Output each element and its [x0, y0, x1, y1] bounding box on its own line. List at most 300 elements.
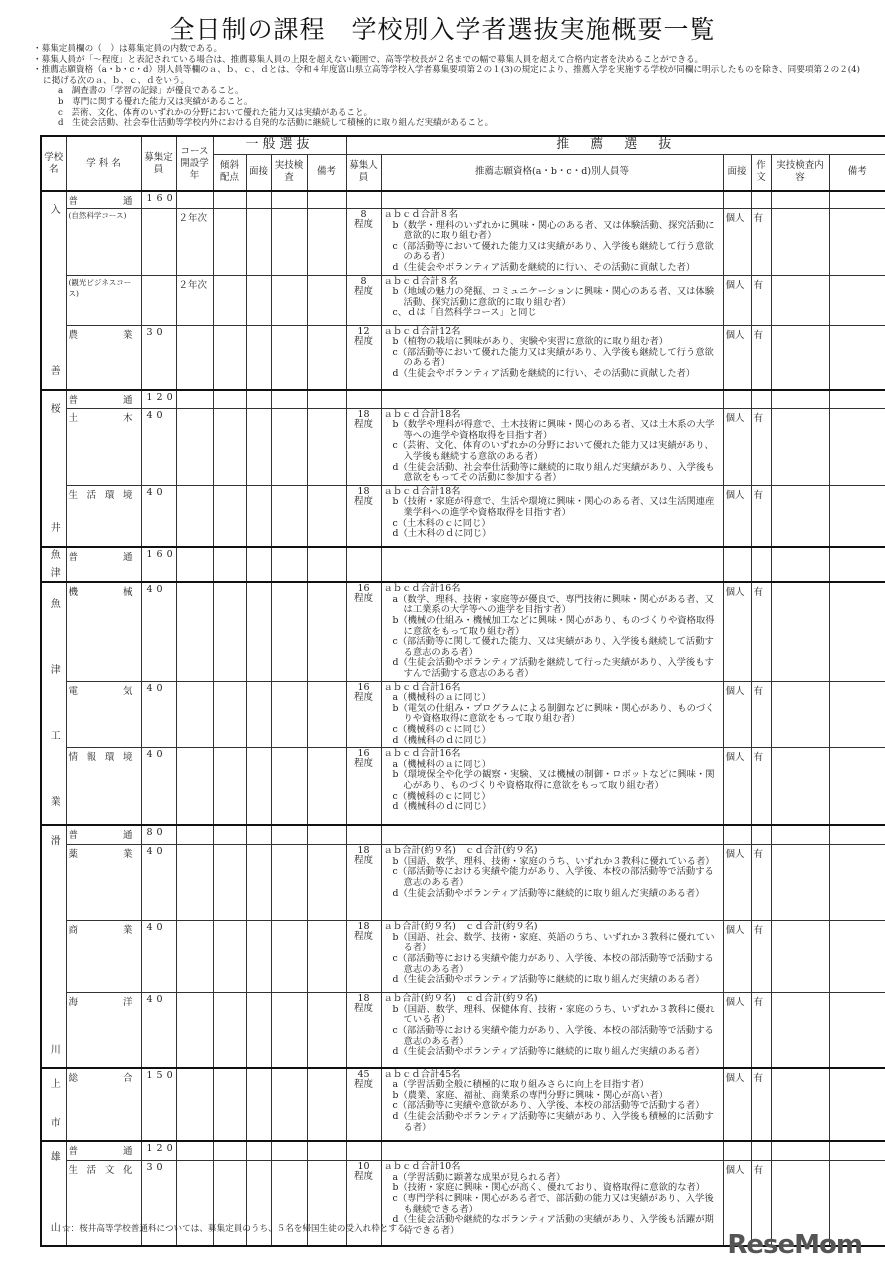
- qualification-line: b（数学や理科が得意で、土木技術に興味・関心のある者、又は土木系の大学等への進学や資格取得を目指す者）: [392, 419, 715, 441]
- table-row: [41, 1068, 885, 1141]
- note: ・募集人員が「～程度」と表記されている場合は、推薦募集人員の上限を超えない範囲で、高等学校長が２名までの幅で募集人員を超えて合格内定者を決めることができる。: [33, 54, 704, 65]
- practical-content: [771, 993, 829, 1068]
- capacity: 160: [141, 191, 176, 209]
- table-row: [41, 547, 885, 582]
- general-remarks: [307, 748, 346, 825]
- dept-cell: [66, 845, 141, 921]
- dept-cell: [66, 390, 141, 408]
- qualification-detail: [381, 547, 723, 582]
- qualification-line: b（機械の仕組み・機械加工などに興味・関心があり、ものづくりや資格取得に意欲をもって取り組む者）: [392, 615, 715, 637]
- school-name: 入善: [48, 203, 60, 375]
- remarks: [829, 681, 885, 748]
- qualification-detail: [381, 582, 723, 681]
- notes: [33, 44, 863, 129]
- remarks: [829, 825, 885, 845]
- qualification-detail: [381, 825, 723, 845]
- qualification-line: ａｂｃｄ合計10名: [383, 1161, 461, 1173]
- dept-cell: [66, 582, 141, 681]
- dept-label: 海洋: [68, 997, 133, 1009]
- header-essay: 作文: [751, 154, 771, 191]
- qualification-detail: [381, 748, 723, 825]
- qualification-line: c（機械科のｃに同じ）: [392, 790, 491, 802]
- qualification-line: d（生徒会活動、社会奉仕活動等に継続的に取り組んだ実績があり、入学後も意欲をもってその活動に参加する者）: [392, 461, 715, 484]
- general-weighted: [213, 390, 246, 408]
- practical-content: [771, 681, 829, 748]
- essay: 有: [751, 275, 771, 325]
- school-cell: [41, 547, 66, 582]
- course-year: [176, 582, 213, 681]
- general-remarks: [307, 921, 346, 993]
- interview-type: 個人: [723, 275, 751, 325]
- qualification-line: ａｂｃｄ合計16名: [383, 748, 461, 760]
- general-practical: [271, 993, 307, 1068]
- dept-label: 生活文化: [68, 1165, 133, 1177]
- practical-content: [771, 191, 829, 209]
- essay: 有: [751, 921, 771, 993]
- table-row: [41, 993, 885, 1068]
- qualification-line: ａｂ合計(約９名) ｃｄ合計(約９名): [383, 921, 538, 933]
- essay: 有: [751, 485, 771, 547]
- qualification-line: c、ｄは「自然科学コース」と同じ: [392, 307, 537, 319]
- qualification-line: c（部活動等に関して優れた能力、又は実績があり、入学後も継続して活動する意志のある者）: [392, 636, 714, 658]
- general-interview: [246, 390, 271, 408]
- general-weighted: [213, 993, 246, 1068]
- quota: [346, 1141, 381, 1161]
- general-interview: [246, 275, 271, 325]
- general-interview: [246, 485, 271, 547]
- capacity: 40: [141, 582, 176, 681]
- general-practical: [271, 921, 307, 993]
- header-interview: 面接: [246, 154, 271, 191]
- quota-number: 18: [357, 921, 370, 933]
- qualification-detail: [381, 681, 723, 748]
- interview-type: 個人: [723, 209, 751, 276]
- capacity: [141, 209, 176, 276]
- general-remarks: [307, 209, 346, 276]
- quota-number: 16: [357, 748, 370, 760]
- general-remarks: [307, 582, 346, 681]
- general-interview: [246, 825, 271, 845]
- qualification-line: a（数学、理科、技術・家庭等が優良で、専門技術に興味・関心がある者、又は工業系の大学等への進学を目指す者）: [392, 593, 714, 616]
- dept-label: 普通: [68, 829, 133, 841]
- essay: 有: [751, 209, 771, 276]
- course-year: [176, 921, 213, 993]
- quota-number: 10: [357, 1161, 370, 1173]
- qualification-line: d（生徒会活動やボランティア活動等に継続的に取り組んだ実績のある者）: [392, 887, 705, 899]
- quota: [346, 191, 381, 209]
- practical-content: [771, 408, 829, 485]
- essay: [751, 390, 771, 408]
- qualification-line: d（生徒会活動やボランティア活動等に継続的に取り組んだ実績のある者）: [392, 974, 705, 986]
- interview-type: 個人: [723, 485, 751, 547]
- remarks: [829, 748, 885, 825]
- general-practical: [271, 325, 307, 390]
- table-row: [41, 485, 885, 547]
- dept-cell: [66, 547, 141, 582]
- school-name: 滑川: [48, 835, 60, 1055]
- general-interview: [246, 921, 271, 993]
- quota-unit: 程度: [354, 1078, 374, 1090]
- table-row: [41, 748, 885, 825]
- qualification-line: b（植物の栽培に興味があり、実験や実習に意欲的に取り組む者）: [392, 336, 669, 348]
- dept-cell: [66, 681, 141, 748]
- dept-label: 商業: [68, 925, 133, 937]
- qualification-line: ａｂｃｄ合計８名: [383, 209, 458, 220]
- qualification-line: d（機械科のｄに同じ）: [392, 734, 492, 746]
- general-remarks: [307, 845, 346, 921]
- qualification-detail: [381, 275, 723, 325]
- qualification-line: d（生徒会活動やボランティア活動等に継続的に取り組んだ実績のある者）: [392, 1046, 705, 1058]
- qualification-detail: [381, 1068, 723, 1141]
- dept-cell: [66, 191, 141, 209]
- header-recommend: 推 薦 選 抜: [346, 136, 885, 154]
- header-practical: 実技検査: [271, 154, 307, 191]
- qualification-line: b（数学・理科のいずれかに興味・関心のある者、又は体験活動、探究活動に意欲的に取り組む者）: [392, 219, 715, 242]
- quota: [346, 748, 381, 825]
- dept-cell: [66, 209, 141, 276]
- qualification-line: c（部活動等における実績や能力があり、入学後、本校の部活動等で活動する意志のある者）: [392, 952, 714, 975]
- school-cell: [41, 390, 66, 547]
- quota: [346, 209, 381, 276]
- general-weighted: [213, 921, 246, 993]
- remarks: [829, 921, 885, 993]
- practical-content: [771, 582, 829, 681]
- course-year: [176, 1068, 213, 1141]
- remarks: [829, 209, 885, 276]
- general-remarks: [307, 825, 346, 845]
- general-weighted: [213, 275, 246, 325]
- quota: [346, 681, 381, 748]
- interview-type: [723, 547, 751, 582]
- general-interview: [246, 582, 271, 681]
- header-dept: 学 科 名: [66, 136, 141, 191]
- general-practical: [271, 681, 307, 748]
- header-practical-content: 実技検査内容: [771, 154, 829, 191]
- general-practical: [271, 748, 307, 825]
- qualification-line: a（学習活動に顕著な成果が見られる者）: [392, 1171, 566, 1183]
- remarks: [829, 390, 885, 408]
- general-remarks: [307, 547, 346, 582]
- general-interview: [246, 325, 271, 390]
- remarks: [829, 1141, 885, 1161]
- remarks: [829, 191, 885, 209]
- header-general: 一般選抜: [213, 136, 346, 154]
- quota: [346, 582, 381, 681]
- dept-label: 普通: [68, 1145, 133, 1157]
- header-course: コース開設学年: [176, 136, 213, 191]
- general-interview: [246, 1068, 271, 1141]
- interview-type: 個人: [723, 681, 751, 748]
- table-row: [41, 1141, 885, 1161]
- essay: 有: [751, 1068, 771, 1141]
- general-practical: [271, 1068, 307, 1141]
- qualification-line: a（学習活動全般に積極的に取り組みさらに向上を目指す者）: [392, 1079, 650, 1091]
- qualification-line: ａｂ合計(約９名) ｃｄ合計(約９名): [383, 845, 538, 857]
- school-cell: [41, 825, 66, 1068]
- capacity: 120: [141, 1141, 176, 1161]
- qualification-line: c（部活動等に実績や意欲があり、入学後、本校の部活動等で活動する者）: [392, 1100, 705, 1112]
- qualification-line: d（生徒会活動やボランティア活動等に実績があり、入学後も積極的に活動する者）: [392, 1111, 714, 1133]
- dept-label: 電気: [68, 685, 133, 697]
- table-row: [41, 921, 885, 993]
- table-row: [41, 209, 885, 276]
- interview-type: 個人: [723, 1161, 751, 1246]
- quota-number: 12: [357, 325, 370, 337]
- dept-cell: [66, 825, 141, 845]
- dept-label: 普通: [68, 196, 133, 207]
- qualification-line: b（地域の魅力の発掘、コミュニケーションに興味・関心のある者、又は体験活動、探究活動に意欲的に取り組む者）: [392, 286, 715, 308]
- essay: 有: [751, 582, 771, 681]
- dept-cell: [66, 1141, 141, 1161]
- qualification-detail: [381, 325, 723, 390]
- qualification-detail: [381, 993, 723, 1068]
- general-interview: [246, 993, 271, 1068]
- course-year: [176, 485, 213, 547]
- practical-content: [771, 275, 829, 325]
- quota-unit: 程度: [354, 219, 374, 230]
- general-weighted: [213, 325, 246, 390]
- course-year: [176, 681, 213, 748]
- school-name: 魚津工業: [48, 597, 60, 806]
- quota-unit: 程度: [354, 1171, 374, 1183]
- dept-cell: [66, 485, 141, 547]
- essay: [751, 1141, 771, 1161]
- qualification-line: b（環境保全や化学の観察・実験、又は機械の制御・ロボットなどに興味・関心があり、ものづくりや資格取得に意欲をもって取り組む者）: [392, 769, 715, 791]
- dept-label: 普通: [68, 395, 133, 407]
- practical-content: [771, 390, 829, 408]
- dept-cell: [66, 275, 141, 325]
- school-name: 魚津: [48, 549, 60, 578]
- capacity: 150: [141, 1068, 176, 1141]
- dept-label: 農業: [68, 329, 133, 341]
- general-practical: [271, 845, 307, 921]
- interview-type: 個人: [723, 748, 751, 825]
- quota: [346, 547, 381, 582]
- essay: 有: [751, 408, 771, 485]
- general-weighted: [213, 748, 246, 825]
- remarks: [829, 845, 885, 921]
- criterion-b: b 専門に関する優れた能力又は実績があること。: [58, 96, 253, 107]
- general-practical: [271, 191, 307, 209]
- general-weighted: [213, 408, 246, 485]
- general-interview: [246, 408, 271, 485]
- qualification-line: d（土木科のｄに同じ）: [392, 528, 492, 540]
- general-practical: [271, 275, 307, 325]
- quota: [346, 408, 381, 485]
- table-row: [41, 681, 885, 748]
- qualification-line: a（機械科のａに同じ）: [392, 692, 492, 704]
- quota-unit: 程度: [354, 418, 374, 430]
- practical-content: [771, 547, 829, 582]
- table-row: [41, 408, 885, 485]
- interview-type: 個人: [723, 1068, 751, 1141]
- dept-label: 普通: [68, 552, 133, 564]
- quota-unit: 程度: [354, 1003, 374, 1015]
- qualification-detail: [381, 845, 723, 921]
- qualification-line: c（専門学科に興味・関心がある者で、部活動の能力又は実績があり、入学後も継続できる者）: [392, 1192, 714, 1215]
- capacity: 160: [141, 547, 176, 582]
- general-remarks: [307, 325, 346, 390]
- qualification-line: b（技術・家庭が得意で、生活や環境に興味・関心のある者、又は生活関連産業学科への進学や資格取得を目指す者）: [392, 496, 715, 518]
- course-year: [176, 325, 213, 390]
- quota: [346, 275, 381, 325]
- dept-cell: [66, 748, 141, 825]
- interview-type: [723, 825, 751, 845]
- essay: 有: [751, 681, 771, 748]
- capacity: 30: [141, 325, 176, 390]
- qualification-line: c（機械科のｃに同じ）: [392, 723, 491, 735]
- footnote: ☆：桜井高等学校普通科については、募集定員のうち、５名を帰国生徒の受入れ枠とする。: [62, 1224, 415, 1234]
- essay: [751, 547, 771, 582]
- school-name: 雄山: [48, 1151, 60, 1233]
- school-cell: [41, 191, 66, 390]
- qualification-detail: [381, 191, 723, 209]
- quota: [346, 993, 381, 1068]
- remarks: [829, 547, 885, 582]
- general-interview: [246, 547, 271, 582]
- qualification-detail: [381, 209, 723, 276]
- dept-cell: [66, 1068, 141, 1141]
- capacity: 40: [141, 485, 176, 547]
- essay: [751, 191, 771, 209]
- capacity: 40: [141, 921, 176, 993]
- dept-label: 機械: [68, 587, 133, 599]
- page-title: 全日制の課程 学校別入学者選抜実施概要一覧: [169, 15, 716, 44]
- criterion-c: c 芸術、文化、体育のいずれかの分野において優れた能力又は実績があること。: [58, 107, 373, 118]
- qualification-line: c（部活動等において優れた能力又は実績があり、入学後も継続して行う意欲のある者）: [392, 240, 714, 263]
- essay: 有: [751, 993, 771, 1068]
- quota-unit: 程度: [354, 855, 374, 867]
- quota-unit: 程度: [354, 495, 374, 507]
- general-remarks: [307, 390, 346, 408]
- course-year: [176, 547, 213, 582]
- dept-label: 土木: [68, 412, 133, 424]
- remarks: [829, 275, 885, 325]
- dept-label: 情報環境: [68, 752, 133, 764]
- general-practical: [271, 408, 307, 485]
- essay: 有: [751, 1161, 771, 1246]
- general-weighted: [213, 845, 246, 921]
- qualification-line: ａｂｃｄ合計12名: [383, 325, 461, 337]
- essay: [751, 825, 771, 845]
- general-weighted: [213, 681, 246, 748]
- quota-unit: 程度: [354, 931, 374, 943]
- qualification-line: ａｂｃｄ合計18名: [383, 408, 461, 420]
- dept-cell: [66, 408, 141, 485]
- practical-content: [771, 748, 829, 825]
- school-cell: [41, 1068, 66, 1141]
- qualification-line: b（国語、数学、理科、保健体育、技術・家庭のうち、いずれか３教科に優れている者）: [392, 1003, 715, 1026]
- course-year: ２年次: [176, 275, 213, 325]
- school-name: 上市: [48, 1078, 60, 1128]
- dept-label: 総合: [68, 1072, 133, 1084]
- school-name: 桜井: [48, 402, 60, 532]
- capacity: 40: [141, 408, 176, 485]
- quota-unit: 程度: [354, 758, 374, 770]
- general-weighted: [213, 825, 246, 845]
- general-weighted: [213, 582, 246, 681]
- interview-type: 個人: [723, 325, 751, 390]
- note: ・推薦志願資格（a・b・c・d）別人員等欄のａ、ｂ、ｃ、ｄとは、令和４年度富山県立高等学校入学者募集要項第２の１(3)の規定により、推薦入学を実施する学校が同欄に明示したものを除き、同要項第２の２(4)に掲げる次のａ、ｂ、ｃ、ｄをいう。: [33, 65, 860, 86]
- quota-unit: 程度: [354, 335, 374, 347]
- qualification-line: d（生徒会やボランティア活動を継続的に行い、その活動に貢献した者）: [392, 367, 696, 379]
- selection-table: [40, 135, 885, 1247]
- header-interview2: 面接: [723, 154, 751, 191]
- course-year: [176, 825, 213, 845]
- header-quota: 募集人員: [346, 154, 381, 191]
- dept-cell: [66, 993, 141, 1068]
- qualification-line: d（機械科のｄに同じ）: [392, 801, 492, 813]
- table-row: [41, 191, 885, 209]
- quota-unit: 程度: [354, 285, 374, 297]
- general-practical: [271, 390, 307, 408]
- general-weighted: [213, 485, 246, 547]
- capacity: [141, 275, 176, 325]
- course-year: [176, 408, 213, 485]
- qualification-line: ａｂｃｄ合計18名: [383, 485, 461, 497]
- table-row: [41, 390, 885, 408]
- general-remarks: [307, 275, 346, 325]
- remarks: [829, 993, 885, 1068]
- quota: [346, 325, 381, 390]
- table-row: [41, 325, 885, 390]
- capacity: 40: [141, 845, 176, 921]
- dept-label: 生活環境: [68, 489, 133, 501]
- general-practical: [271, 1141, 307, 1161]
- qualification-detail: [381, 1161, 723, 1246]
- general-practical: [271, 485, 307, 547]
- general-practical: [271, 209, 307, 276]
- essay: 有: [751, 845, 771, 921]
- resemom-logo: ReseMom: [727, 1230, 862, 1260]
- interview-type: 個人: [723, 582, 751, 681]
- remarks: [829, 408, 885, 485]
- criterion-d: d 生徒会活動、社会奉仕活動等学校内外における自発的な活動に継続して積極的に取り組んだ実績があること。: [58, 118, 494, 129]
- remarks: [829, 325, 885, 390]
- dept-label: 薬業: [68, 849, 133, 861]
- practical-content: [771, 921, 829, 993]
- general-practical: [271, 825, 307, 845]
- general-remarks: [307, 1141, 346, 1161]
- general-interview: [246, 191, 271, 209]
- general-interview: [246, 748, 271, 825]
- practical-content: [771, 845, 829, 921]
- quota: [346, 825, 381, 845]
- table-row: [41, 825, 885, 845]
- header-weighted: 傾斜配点: [213, 154, 246, 191]
- qualification-line: b（国語、数学、理科、技術・家庭のうち、いずれか３教科に優れている者）: [392, 855, 715, 867]
- quota-number: 8: [360, 209, 367, 220]
- qualification-detail: [381, 921, 723, 993]
- qualification-line: ａｂｃｄ合計45名: [383, 1068, 461, 1080]
- qualification-line: d（生徒会やボランティア活動を継続的に行い、その活動に貢献した者）: [392, 261, 696, 273]
- table-row: [41, 582, 885, 681]
- criterion-a: a 調査書の「学習の記録」が優良であること。: [58, 86, 244, 97]
- quota-number: 8: [360, 275, 367, 287]
- remarks: [829, 1068, 885, 1141]
- note: ・募集定員欄の（ ）は募集定員の内数である。: [33, 44, 223, 54]
- qualification-line: ａｂｃｄ合計８名: [383, 275, 458, 287]
- general-remarks: [307, 993, 346, 1068]
- qualification-line: d（生徒会活動や継続的なボランティア活動の実績があり、入学後も活躍が期待できる者）: [392, 1214, 714, 1236]
- qualification-line: c（芸術、文化、体育のいずれかの分野において優れた能力又は実績があり、入学後も継続する意欲のある者）: [392, 440, 714, 462]
- quota: [346, 921, 381, 993]
- quota-number: 45: [357, 1068, 370, 1080]
- qualification-line: d（生徒会活動やボランティア活動を継続して行った実績があり、入学後もすすんで活動する意志のある者）: [392, 657, 714, 679]
- quota-number: 18: [357, 845, 370, 857]
- course-year: [176, 993, 213, 1068]
- qualification-line: b（国語、社会、数学、技術・家庭、英語のうち、いずれか３教科に優れている者）: [392, 931, 715, 954]
